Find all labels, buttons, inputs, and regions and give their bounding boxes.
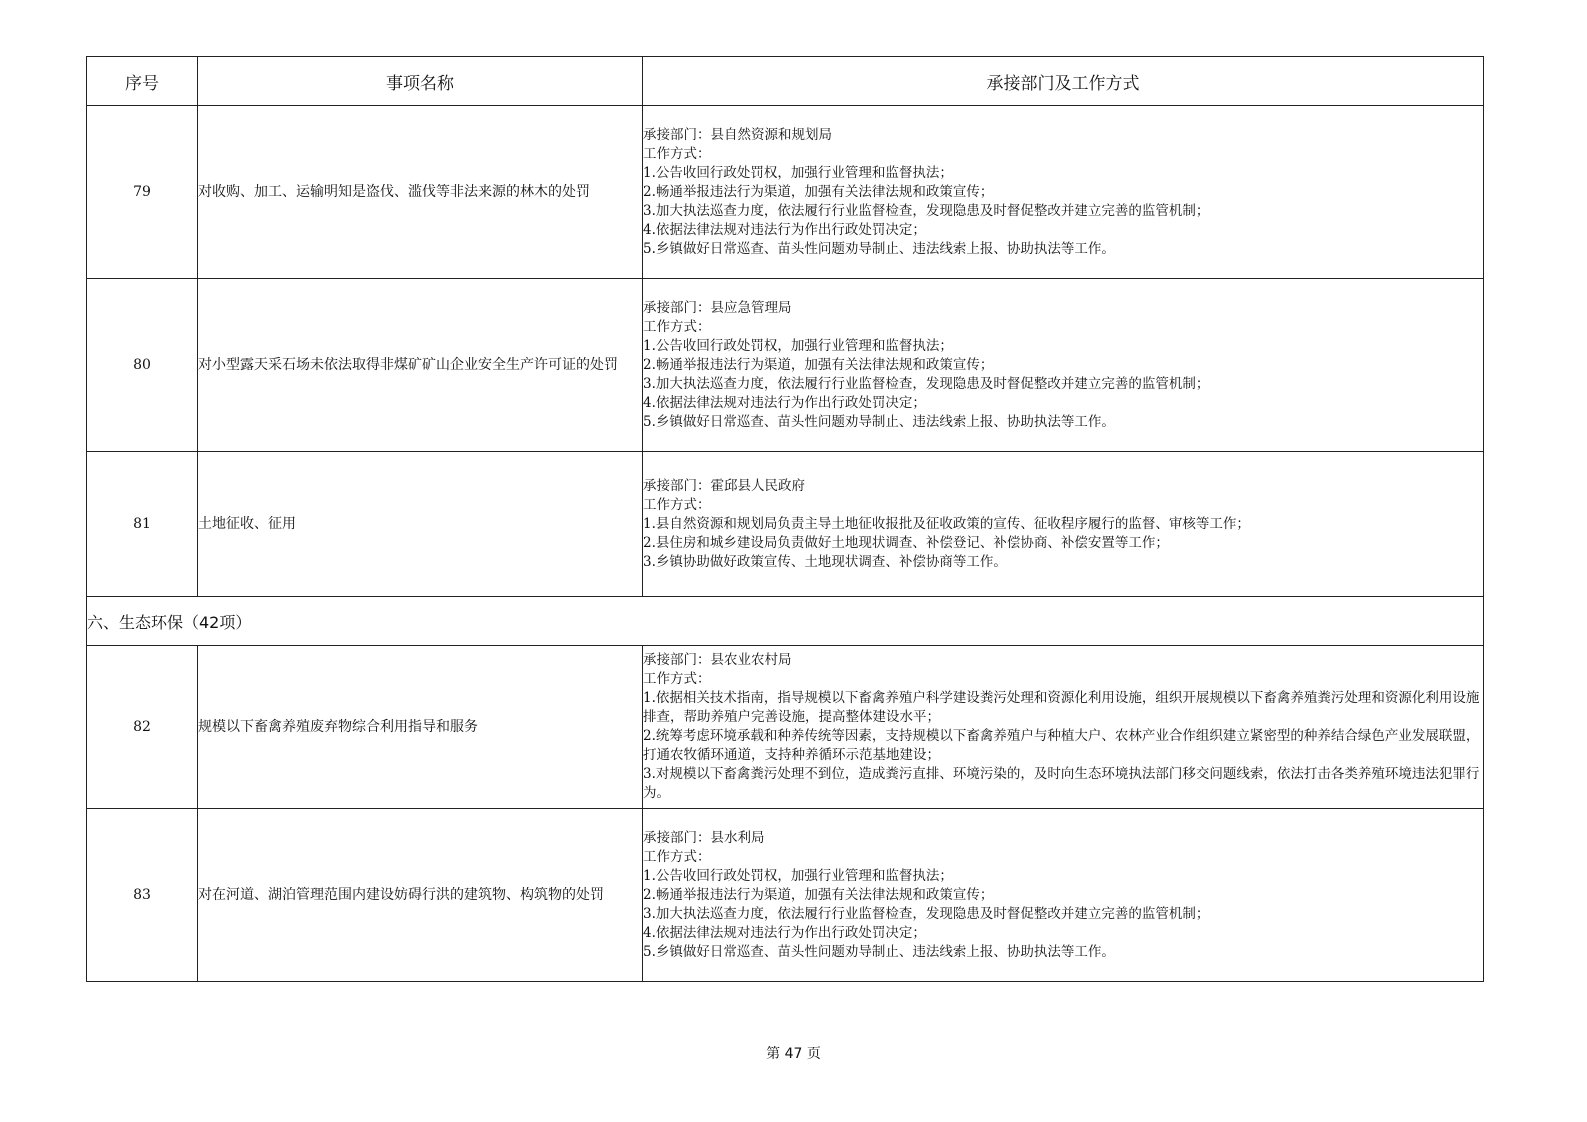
table-row (87, 106, 1484, 279)
method-item: 2.畅通举报违法行为渠道，加强有关法律法规和政策宣传； (643, 886, 994, 903)
method-label: 工作方式： (643, 848, 711, 865)
department-line: 承接部门：县农业农村局 (643, 652, 792, 668)
table-header-row (87, 57, 1484, 106)
table-row (87, 452, 1484, 597)
method-item: 5.乡镇做好日常巡查、苗头性问题劝导制止、违法线索上报、协助执法等工作。 (643, 413, 1115, 430)
method-item: 1.依据相关技术指南，指导规模以下畜禽养殖户科学建设粪污处理和资源化利用设施，组织开展规模以下畜禽养殖粪污处理和资源化利用设施排查，帮助养殖户完善设施，提高整体建设水平； (643, 690, 1480, 725)
header-department-method: 承接部门及工作方式 (643, 57, 1484, 106)
row-department-method (643, 646, 1484, 809)
row-item-name: 对收购、加工、运输明知是盗伐、滥伐等非法来源的林木的处罚 (198, 106, 643, 279)
row-item-name: 土地征收、征用 (198, 452, 643, 597)
header-serial-number: 序号 (87, 57, 198, 106)
method-label: 工作方式： (643, 496, 711, 513)
method-item: 3.加大执法巡查力度，依法履行行业监督检查，发现隐患及时督促整改并建立完善的监管机制； (643, 202, 1210, 219)
department-line: 承接部门：县应急管理局 (643, 299, 792, 316)
section-title: 六、生态环保（42项） (87, 597, 1484, 646)
method-item: 2.畅通举报违法行为渠道，加强有关法律法规和政策宣传； (643, 356, 994, 373)
row-number: 81 (87, 452, 198, 597)
row-item-name: 对小型露天采石场未依法取得非煤矿矿山企业安全生产许可证的处罚 (198, 279, 643, 452)
method-item: 3.加大执法巡查力度，依法履行行业监督检查，发现隐患及时督促整改并建立完善的监管机制； (643, 375, 1210, 392)
method-item: 2.县住房和城乡建设局负责做好土地现状调查、补偿登记、补偿协商、补偿安置等工作； (643, 534, 1169, 551)
header-item-name: 事项名称 (198, 57, 643, 106)
method-item: 1.公告收回行政处罚权，加强行业管理和监督执法； (643, 867, 953, 884)
table-row (87, 279, 1484, 452)
method-item: 3.乡镇协助做好政策宣传、土地现状调查、补偿协商等工作。 (643, 553, 1007, 570)
row-department-method (643, 106, 1484, 279)
page-number: 第 47 页 (766, 1046, 821, 1062)
method-item: 1.公告收回行政处罚权，加强行业管理和监督执法； (643, 337, 953, 354)
method-item: 1.县自然资源和规划局负责主导土地征收报批及征收政策的宣传、征收程序履行的监督、审核等工作； (643, 515, 1250, 532)
method-item: 2.统筹考虑环境承载和种养传统等因素，支持规模以下畜禽养殖户与种植大户、农林产业合作组织建立紧密型的种养结合绿色产业发展联盟，打通农牧循环通道，支持种养循环示范基地建设； (643, 728, 1480, 763)
method-item: 3.加大执法巡查力度，依法履行行业监督检查，发现隐患及时督促整改并建立完善的监管机制； (643, 905, 1210, 922)
table-row (87, 809, 1484, 982)
row-number: 83 (87, 809, 198, 982)
items-table (86, 56, 1484, 982)
section-header-row (87, 597, 1484, 646)
method-item: 3.对规模以下畜禽粪污处理不到位，造成粪污直排、环境污染的，及时向生态环境执法部门移交问题线索，依法打击各类养殖环境违法犯罪行为。 (643, 766, 1480, 801)
row-item-name: 规模以下畜禽养殖废弃物综合利用指导和服务 (198, 646, 643, 809)
row-number: 79 (87, 106, 198, 279)
row-department-method (643, 809, 1484, 982)
row-department-method (643, 452, 1484, 597)
method-item: 4.依据法律法规对违法行为作出行政处罚决定； (643, 924, 926, 941)
row-item-name: 对在河道、湖泊管理范围内建设妨碍行洪的建筑物、构筑物的处罚 (198, 809, 643, 982)
method-item: 5.乡镇做好日常巡查、苗头性问题劝导制止、违法线索上报、协助执法等工作。 (643, 240, 1115, 257)
row-department-method (643, 279, 1484, 452)
row-number: 82 (87, 646, 198, 809)
method-item: 5.乡镇做好日常巡查、苗头性问题劝导制止、违法线索上报、协助执法等工作。 (643, 943, 1115, 960)
method-item: 4.依据法律法规对违法行为作出行政处罚决定； (643, 221, 926, 238)
row-number: 80 (87, 279, 198, 452)
method-item: 2.畅通举报违法行为渠道，加强有关法律法规和政策宣传； (643, 183, 994, 200)
method-item: 4.依据法律法规对违法行为作出行政处罚决定； (643, 394, 926, 411)
department-line: 承接部门：县自然资源和规划局 (643, 126, 832, 143)
table-row (87, 646, 1484, 809)
department-line: 承接部门：县水利局 (643, 829, 765, 846)
method-label: 工作方式： (643, 145, 711, 162)
method-item: 1.公告收回行政处罚权，加强行业管理和监督执法； (643, 164, 953, 181)
department-line: 承接部门：霍邱县人民政府 (643, 477, 805, 494)
method-label: 工作方式： (643, 671, 711, 687)
method-label: 工作方式： (643, 318, 711, 335)
